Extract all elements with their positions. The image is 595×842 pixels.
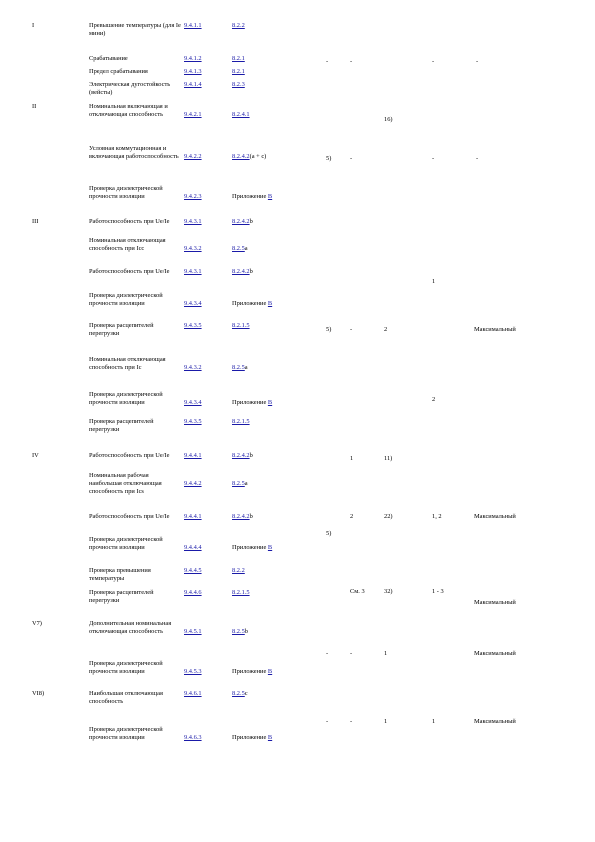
requirement-link[interactable]: 8.2.4.2 [232,452,250,459]
cell-value: Максимальный [474,650,516,657]
cell-value: Максимальный [474,513,516,520]
clause-link[interactable]: 9.4.3.1 [184,268,202,275]
cell-value: 1 [350,455,354,462]
group-number: V7) [32,620,42,627]
requirement-suffix: b [244,628,248,635]
requirement-cell [232,452,253,460]
test-name: Условная коммутационная и включающая работоспособность [89,145,179,160]
cell-value: 1 [432,278,436,285]
clause-link[interactable]: 9.4.4.1 [184,513,202,520]
cell-value: - [326,650,329,657]
requirement-cell [232,68,245,76]
clause-link[interactable]: 9.4.4.6 [184,589,202,596]
cell-value: Максимальный [474,599,516,606]
requirement-link[interactable]: 8.2.4.2 [232,268,250,275]
test-name: Проверка диэлектрической прочности изоляции [89,292,163,307]
cell-value: 16) [384,116,393,123]
test-name: Предел срабатывания [89,68,148,75]
cell-value: 5) [326,326,332,333]
requirement-link[interactable]: 8.2.3 [232,81,245,88]
appendix-link[interactable]: В [267,399,273,406]
appendix-link[interactable]: В [267,544,273,551]
group-number: IV [32,452,39,459]
requirement-cell [232,193,272,201]
test-name: Номинальная отключающая способность при Ic [89,356,166,371]
cell-value: - [350,650,353,657]
cell-value: 5) [326,155,332,162]
requirement-cell [232,399,272,407]
clause-link[interactable]: 9.4.4.2 [184,480,202,487]
requirement-cell [232,668,272,676]
test-name: Работоспособность при Ue/Ie [89,452,170,459]
requirement-link[interactable]: 8.2.5 [232,690,245,697]
requirement-suffix: b [249,268,253,275]
clause-link[interactable]: 9.4.6.1 [184,690,202,697]
cell-value: 22) [384,513,393,520]
requirement-cell [232,218,253,226]
test-name: Проверка расцепителей перегрузки [89,418,154,433]
clause-link[interactable]: 9.4.6.3 [184,734,202,741]
cell-value: - [432,155,435,162]
test-name: Проверка превышения температуры [89,567,151,582]
cell-value: - [350,718,353,725]
requirement-link[interactable]: 8.2.4.1 [232,111,250,118]
cell-value: 1 [432,718,436,725]
requirement-text: Приложение [232,193,268,200]
cell-value: 1 [384,650,388,657]
test-name: Проверка расцепителей перегрузки [89,589,154,604]
requirement-cell [232,111,250,119]
requirement-link[interactable]: 8.2.1.5 [232,589,250,596]
requirement-link[interactable]: 8.2.1 [232,68,245,75]
requirement-link[interactable]: 8.2.2 [232,567,245,574]
requirement-link[interactable]: 8.2.1.5 [232,418,250,425]
cell-value: 2 [350,513,354,520]
clause-link[interactable]: 9.4.1.3 [184,68,202,75]
cell-value: 2 [384,326,388,333]
clause-link[interactable]: 9.4.5.3 [184,668,202,675]
group-number: VI8) [32,690,45,697]
test-name: Номинальная отключающая способность при Icс [89,237,166,252]
requirement-cell [232,589,250,597]
requirement-cell [232,245,248,253]
requirement-link[interactable]: 8.2.5 [232,364,245,371]
clause-link[interactable]: 9.4.3.2 [184,245,202,252]
cell-value: См. 3 [350,588,365,595]
requirement-suffix: b [249,218,253,225]
cell-value: - [432,58,435,65]
test-name: Проверка диэлектрической прочности изоляции [89,185,163,200]
requirement-link[interactable]: 8.2.1 [232,55,245,62]
requirement-cell [232,55,245,63]
cell-value: - [476,58,479,65]
appendix-link[interactable]: В [267,193,273,200]
cell-value: - [350,58,353,65]
clause-link[interactable]: 9.4.3.4 [184,300,202,307]
appendix-link[interactable]: В [267,300,273,307]
test-name: Работоспособность при Ue/Ie [89,268,170,275]
appendix-link[interactable]: В [267,734,273,741]
requirement-cell [232,364,248,372]
clause-link[interactable]: 9.4.1.1 [184,22,202,29]
cell-value: Максимальный [474,326,516,333]
requirement-suffix: а [244,480,248,487]
clause-link[interactable]: 9.4.2.3 [184,193,202,200]
requirement-cell [232,480,248,488]
requirement-cell [232,513,253,521]
requirement-link[interactable]: 8.2.5 [232,628,245,635]
requirement-link[interactable]: 8.2.4.2 [232,153,250,160]
clause-link[interactable]: 9.4.1.2 [184,55,202,62]
cell-value: 1, 2 [432,513,442,520]
requirement-link[interactable]: 8.2.5 [232,245,245,252]
group-number: I [32,22,35,29]
test-name: Номинальная включающая и отключающая способность [89,103,168,118]
test-name: Проверка диэлектрической прочности изоляции [89,726,163,741]
requirement-suffix: а [244,245,248,252]
clause-link[interactable]: 9.4.3.4 [184,399,202,406]
test-name: Номинальная рабочая наибольшая отключающая способность при Ics [89,472,162,495]
cell-value: - [350,155,353,162]
test-name: Электрическая дугостойкость (вейсты) [89,81,171,96]
cell-value: 5) [326,530,332,537]
clause-link[interactable]: 9.4.3.1 [184,218,202,225]
clause-link[interactable]: 9.4.4.1 [184,452,202,459]
requirement-cell [232,628,248,636]
requirement-suffix: а [244,364,248,371]
test-name: Дополнительная номинальная отключающая способность [89,620,172,635]
clause-link[interactable]: 9.4.4.5 [184,567,202,574]
requirement-cell [232,322,250,330]
appendix-link[interactable]: В [267,668,273,675]
requirement-cell [232,734,272,742]
cell-value: Максимальный [474,718,516,725]
cell-value: - [350,326,353,333]
requirement-cell [232,22,245,30]
requirement-suffix: b [249,452,253,459]
requirement-cell [232,153,266,161]
test-name: Работоспособность при Ue/Ie [89,513,170,520]
requirement-text: Приложение [232,734,268,741]
test-name: Проверка диэлектрической прочности изоляции [89,391,163,406]
test-name: Проверка диэлектрической прочности изоляции [89,536,163,551]
clause-link[interactable]: 9.4.2.2 [184,153,202,160]
test-name: Работоспособность при Ue/Ie [89,218,170,225]
clause-link[interactable]: 9.4.2.1 [184,111,202,118]
requirement-cell [232,544,272,552]
requirement-cell [232,418,250,426]
requirement-link[interactable]: 8.2.2 [232,22,245,29]
requirement-cell [232,81,245,89]
cell-value: 11) [384,455,393,462]
test-name: Наибольшая отключающая способность [89,690,163,705]
cell-value: - [326,58,329,65]
cell-value: - [326,718,329,725]
requirement-cell [232,300,272,308]
requirement-suffix: с [244,690,248,697]
test-name: Проверка диэлектрической прочности изоляции [89,660,163,675]
test-name: Проверка расцепителей перегрузки [89,322,154,337]
clause-link[interactable]: 9.4.3.2 [184,364,202,371]
requirement-text: Приложение [232,300,268,307]
cell-value: 32) [384,588,393,595]
clause-link[interactable]: 9.4.4.4 [184,544,202,551]
clause-link[interactable]: 9.4.3.5 [184,322,202,329]
group-number: III [32,218,39,225]
cell-value: 1 [384,718,388,725]
requirement-link[interactable]: 8.2.4.2 [232,513,250,520]
requirement-link[interactable]: 8.2.5 [232,480,245,487]
requirement-suffix: (а + с) [249,153,267,160]
test-name: Срабатывание [89,55,128,62]
requirement-link[interactable]: 8.2.1.5 [232,322,250,329]
requirement-suffix: b [249,513,253,520]
cell-value: - [476,155,479,162]
clause-link[interactable]: 9.4.3.5 [184,418,202,425]
requirement-text: Приложение [232,544,268,551]
requirement-text: Приложение [232,668,268,675]
requirement-text: Приложение [232,399,268,406]
cell-value: 1 - 3 [432,588,444,595]
requirement-cell [232,690,248,698]
requirement-link[interactable]: 8.2.4.2 [232,218,250,225]
cell-value: 2 [432,396,436,403]
requirement-cell [232,567,245,575]
clause-link[interactable]: 9.4.1.4 [184,81,202,88]
requirement-cell [232,268,253,276]
group-number: II [32,103,37,110]
test-name: Превышение температуры (для Ie мини) [89,22,181,37]
clause-link[interactable]: 9.4.5.1 [184,628,202,635]
